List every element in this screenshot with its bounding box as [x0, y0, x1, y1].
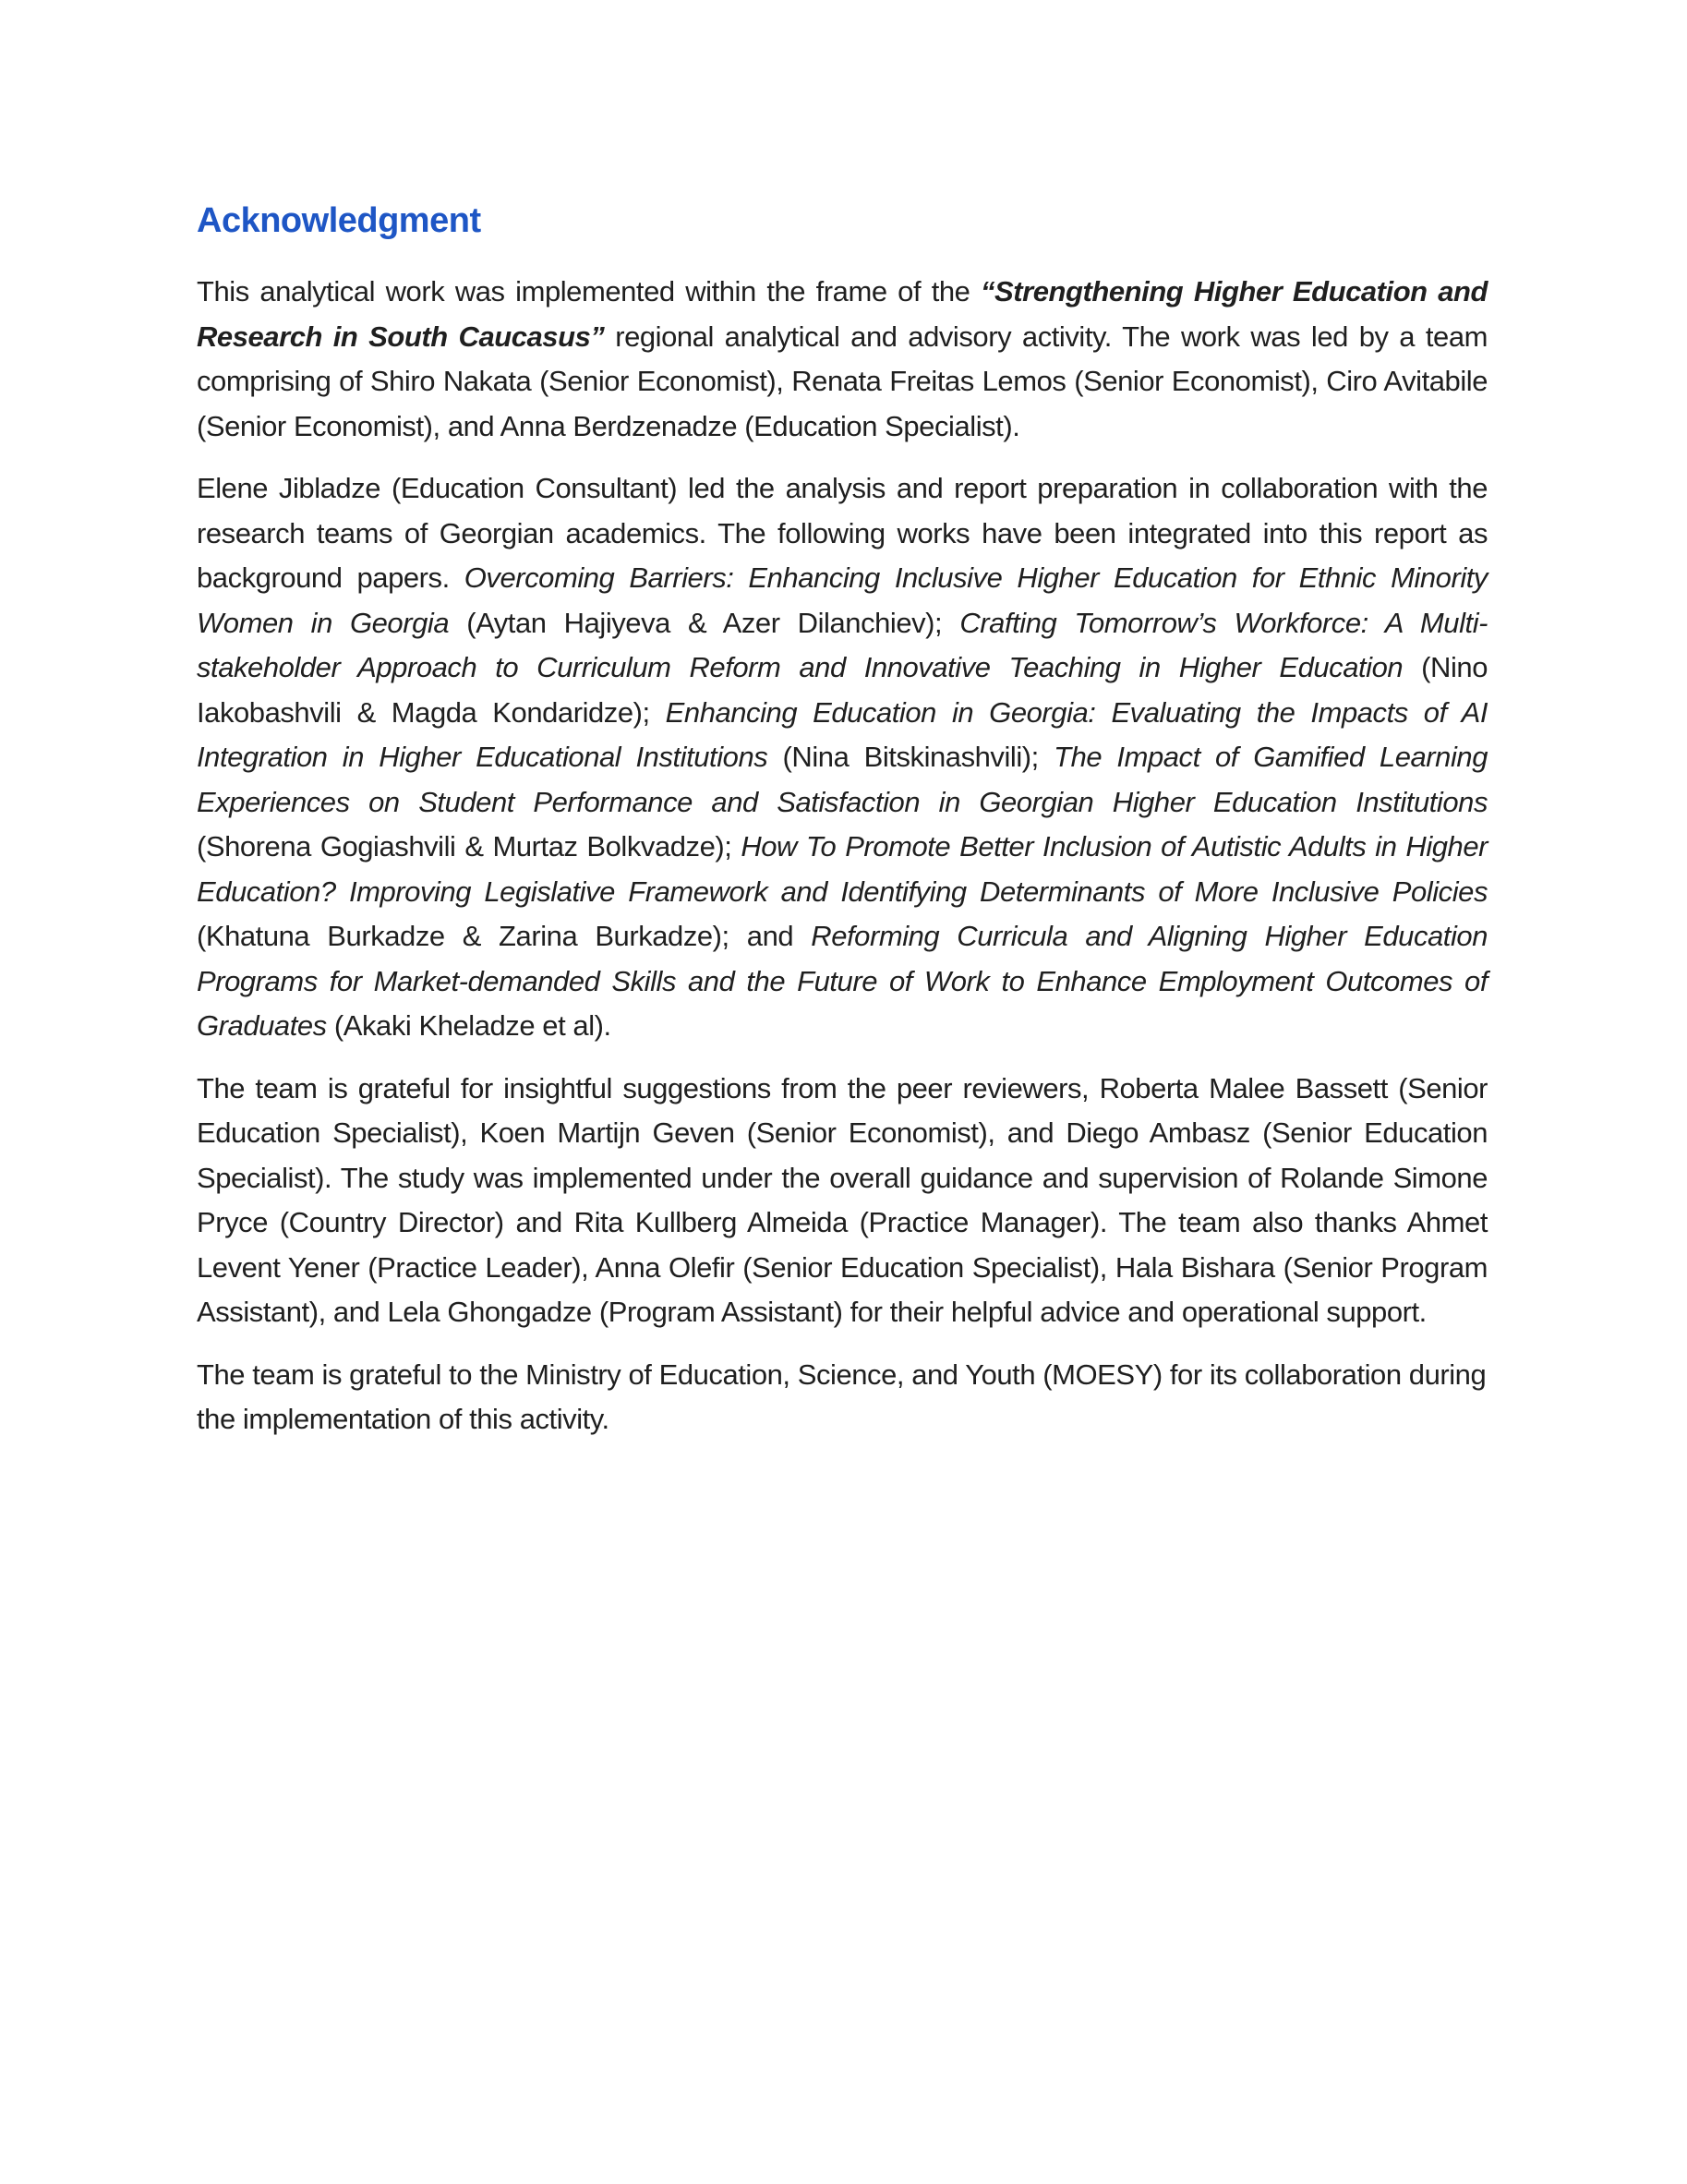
paragraph: [197, 1067, 1488, 1335]
paragraph: [197, 466, 1488, 1049]
text-run: Enhancing Education in Georgia: Evaluating the Impacts of AI Integration in Higher Educational Institutions: [197, 695, 1488, 773]
text-run: “Strengthening Higher Education and Research in South Caucasus”: [197, 275, 1488, 353]
acknowledgment-body: [197, 270, 1488, 1442]
text-run: The team is grateful to the Ministry of Education, Science, and Youth (MOESY) for its collaboration during the implementation of this activity.: [197, 1357, 1487, 1435]
text-run: Overcoming Barriers: Enhancing Inclusive Higher Education for Ethnic Minority Women in Georgia: [197, 561, 1488, 639]
text-run: (Khatuna Burkadze & Zarina Burkadze); and: [197, 920, 812, 952]
page-content: [197, 199, 1488, 1460]
text-run: (Nina Bitskinashvili);: [782, 741, 1054, 773]
text-run: The team is grateful for insightful suggestions from the peer reviewers, Roberta Malee Bassett (Senior Education Specialist), Koen Martijn Geven (Senior Economist), and Diego Ambasz (Senior Education Specialist). The study was implemented under the overall guidance and supervision of Rolande Simone Pryce (Country Director) and Rita Kullberg Almeida (Practice Manager). The team also thanks Ahmet Levent Yener (Practice Leader), Anna Olefir (Senior Education Specialist), Hala Bishara (Senior Program Assistant), and Lela Ghongadze (Program Assistant) for their helpful advice and operational support.: [197, 1071, 1488, 1328]
text-run: regional analytical and advisory activity. The work was led by a team comprising of Shiro Nakata (Senior Economist), Renata Freitas Lemos (Senior Economist), Ciro Avitabile (Senior Economist), and Anna Berdzenadze (Education Specialist).: [197, 320, 1488, 442]
text-run: Reforming Curricula and Aligning Higher Education Programs for Market-demanded Skills and the Future of Work to Enhance Employment Outcomes of Graduates: [197, 920, 1488, 1042]
text-run: Crafting Tomorrow’s Workforce: A Multi-stakeholder Approach to Curriculum Reform and Innovative Teaching in Higher Education: [197, 606, 1488, 683]
paragraph: [197, 1353, 1488, 1442]
text-run: This analytical work was implemented within the frame of the: [197, 275, 981, 308]
page-title: Acknowledgment: [197, 201, 481, 240]
text-run: The Impact of Gamified Learning Experiences on Student Performance and Satisfaction in Georgian Higher Education Institutions: [197, 741, 1488, 818]
text-run: How To Promote Better Inclusion of Autistic Adults in Higher Education? Improving Legislative Framework and Identifying Determinants of More Inclusive Policies: [197, 830, 1488, 908]
text-run: (Aytan Hajiyeva & Azer Dilanchiev);: [466, 606, 960, 639]
paragraph: [197, 270, 1488, 449]
text-run: (Nino Iakobashvili & Magda Kondaridze);: [197, 651, 1488, 729]
text-run: (Shorena Gogiashvili & Murtaz Bolkvadze);: [197, 830, 741, 863]
text-run: (Akaki Kheladze et al).: [333, 1009, 611, 1042]
text-run: Elene Jibladze (Education Consultant) led the analysis and report preparation in collaboration with the research teams of Georgian academics. The following works have been integrated into this report as background papers.: [197, 472, 1488, 594]
